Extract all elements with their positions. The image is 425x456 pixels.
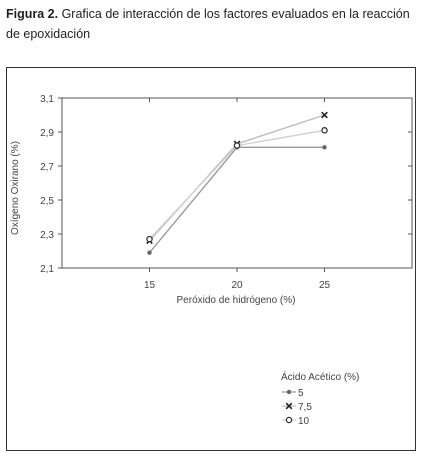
x-tick-label: 15 — [143, 280, 156, 291]
series-markers — [147, 112, 328, 255]
y-tick-label: 3,1 — [40, 94, 54, 105]
legend — [281, 370, 359, 427]
y-tick-label: 2,7 — [40, 162, 54, 173]
plot-area — [62, 98, 412, 268]
legend-label-1: 5 — [298, 388, 304, 399]
y-tick-label: 2,1 — [40, 264, 54, 275]
y-axis-ticks — [40, 94, 412, 275]
data-point-series-3 — [322, 128, 327, 133]
legend-marker-1 — [287, 390, 291, 394]
figure-caption-text: Grafica de interacción de los factores evaluados en la reacción de epoxidación — [6, 7, 410, 41]
legend-label-2: 7,5 — [298, 402, 312, 413]
y-tick-label: 2,5 — [40, 196, 54, 207]
y-axis-label: Oxígeno Oxirano (%) — [10, 141, 21, 235]
legend-marker-3 — [286, 417, 291, 422]
series-lines — [150, 115, 325, 253]
figure-label: Figura 2. — [6, 7, 59, 21]
y-tick-label: 2,3 — [40, 230, 54, 241]
data-point-series-3 — [147, 237, 152, 242]
x-axis-ticks — [144, 98, 331, 291]
series-line-1 — [150, 147, 325, 252]
x-axis-label: Peróxido de hidrógeno (%) — [176, 295, 296, 306]
legend-label-3: 10 — [298, 416, 310, 427]
plot-border — [62, 98, 412, 268]
data-point-series-3 — [234, 143, 239, 148]
data-point-series-1 — [147, 251, 151, 255]
x-tick-label: 25 — [318, 280, 331, 291]
x-tick-label: 20 — [231, 280, 243, 291]
y-tick-label: 2,9 — [40, 128, 54, 139]
data-point-series-1 — [322, 145, 326, 149]
legend-title: Ácido Acético (%) — [281, 372, 360, 383]
